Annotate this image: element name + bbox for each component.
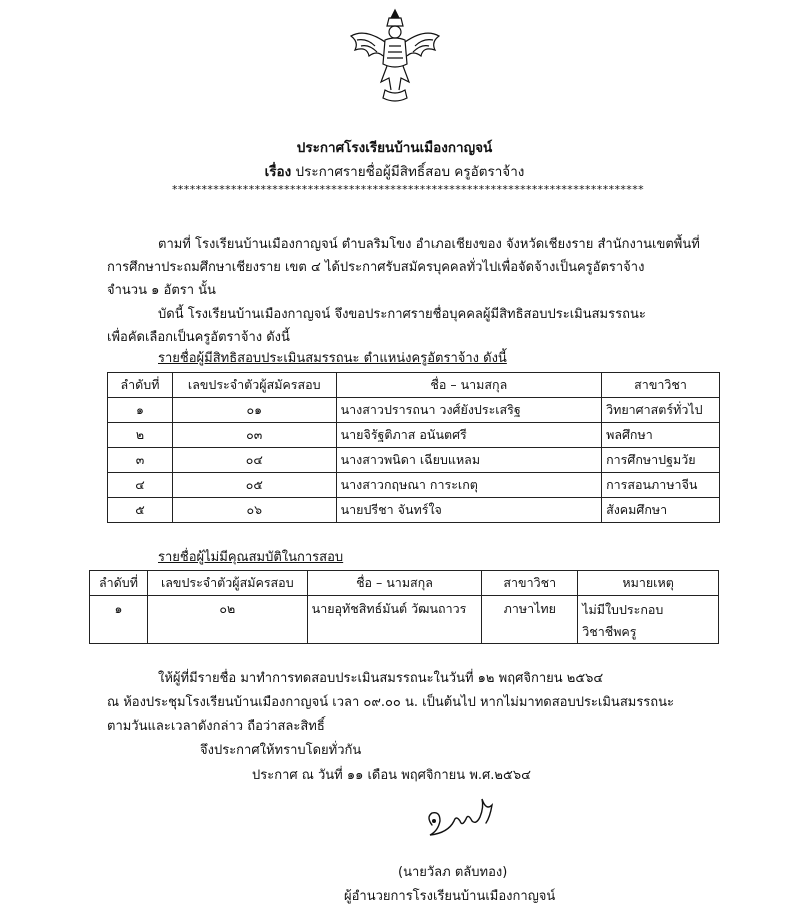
table-row [108, 448, 720, 473]
subject-text: ประกาศรายชื่อผู้มีสิทธิ์สอบ ครูอัตราจ้าง [295, 164, 525, 180]
col-order: ลำดับที่ [108, 373, 173, 398]
table-header-row [108, 373, 720, 398]
cell-applicant-id: ๐๓ [172, 423, 336, 448]
signatory-position: ผู้อำนวยการโรงเรียนบ้านเมืองกาญจน์ [344, 889, 556, 904]
cell-applicant-id: ๐๒ [147, 596, 307, 644]
signature-mark [420, 795, 510, 845]
remark-line-1: ไม่มีใบประกอบ [582, 602, 664, 617]
announcement-date: ประกาศ ณ วันที่ ๑๑ เดือน พฤศจิกายน พ.ศ.๒๕๖๔ [252, 768, 531, 783]
paragraph-1-line-1: ตามที่ โรงเรียนบ้านเมืองกาญจน์ ตำบลริมโขง อำเภอเชียงของ จังหวัดเชียงราย สำนักงานเขตพื้นที่ [158, 237, 700, 252]
closing-line-1: ให้ผู้ที่มีรายชื่อ มาทำการทดสอบประเมินสมรรถนะในวันที่ ๑๒ พฤศจิกายน ๒๕๖๔ [158, 671, 604, 686]
table-row [108, 398, 720, 423]
cell-major: ภาษาไทย [482, 596, 578, 644]
cell-applicant-id: ๐๔ [172, 448, 336, 473]
table-row [90, 596, 719, 644]
cell-applicant-id: ๐๖ [172, 498, 336, 523]
ineligible-heading: รายชื่อผู้ไม่มีคุณสมบัติในการสอบ [158, 550, 344, 565]
signatory-name: (นายวัลภ ตลับทอง) [398, 865, 508, 880]
paragraph-1-line-3: จำนวน ๑ อัตรา นั้น [107, 283, 216, 298]
cell-name: นางสาวพนิดา เฉียบแหลม [336, 448, 601, 473]
col-name: ชื่อ – นามสกุล [307, 571, 482, 596]
table-row [108, 498, 720, 523]
table-row [108, 423, 720, 448]
table-header-row [90, 571, 719, 596]
cell-major: พลศึกษา [602, 423, 720, 448]
cell-name: นางสาวปรารถนา วงศ์ยังประเสริฐ [336, 398, 601, 423]
cell-order: ๓ [108, 448, 173, 473]
garuda-emblem [345, 6, 445, 106]
col-applicant-id: เลขประจำตัวผู้สมัครสอบ [172, 373, 336, 398]
cell-order: ๕ [108, 498, 173, 523]
separator-line: ******************************************************************************** [172, 183, 644, 196]
eligible-heading: รายชื่อผู้มีสิทธิสอบประเมินสมรรถนะ ตำแหน่งครูอัตราจ้าง ดังนี้ [158, 351, 507, 366]
cell-applicant-id: ๐๑ [172, 398, 336, 423]
col-major: สาขาวิชา [482, 571, 578, 596]
cell-order: ๔ [108, 473, 173, 498]
closing-line-4: จึงประกาศให้ทราบโดยทั่วกัน [200, 743, 362, 758]
closing-line-3: ตามวันและเวลาดังกล่าว ถือว่าสละสิทธิ์ [107, 719, 325, 734]
paragraph-1-line-2: การศึกษาประถมศึกษาเชียงราย เขต ๔ ได้ประกาศรับสมัครบุคคลทั่วไปเพื่อจัดจ้างเป็นครูอัตราจ้าง [107, 260, 645, 275]
cell-major: สังคมศึกษา [602, 498, 720, 523]
cell-name: นายอุทัชสิทธ์มันต์ วัฒนถาวร [307, 596, 482, 644]
cell-name: นายจิรัฐติภาส อนันตศรี [336, 423, 601, 448]
cell-name: นายปรีชา จันทร์ใจ [336, 498, 601, 523]
eligible-table [107, 372, 720, 523]
col-major: สาขาวิชา [602, 373, 720, 398]
col-remark: หมายเหตุ [578, 571, 719, 596]
table-row [108, 473, 720, 498]
cell-order: ๒ [108, 423, 173, 448]
cell-major: วิทยาศาสตร์ทั่วไป [602, 398, 720, 423]
paragraph-2-line-1: บัดนี้ โรงเรียนบ้านเมืองกาญจน์ จึงขอประกาศรายชื่อบุคคลผู้มีสิทธิสอบประเมินสมรรถนะ [158, 307, 646, 322]
col-order: ลำดับที่ [90, 571, 148, 596]
col-applicant-id: เลขประจำตัวผู้สมัครสอบ [147, 571, 307, 596]
remark-line-2: วิชาชีพครู [582, 624, 637, 639]
announcement-subject [0, 160, 789, 182]
cell-major: การศึกษาปฐมวัย [602, 448, 720, 473]
cell-remark [578, 596, 719, 644]
cell-name: นางสาวกฤษณา การะเกตุ [336, 473, 601, 498]
ineligible-table [89, 570, 719, 644]
cell-order: ๑ [108, 398, 173, 423]
paragraph-2-line-2: เพื่อคัดเลือกเป็นครูอัตราจ้าง ดังนี้ [107, 330, 290, 345]
closing-line-2: ณ ห้องประชุมโรงเรียนบ้านเมืองกาญจน์ เวลา ๐๙.๐๐ น. เป็นต้นไป หากไม่มาทดสอบประเมินสมรรถนะ [107, 695, 675, 710]
cell-applicant-id: ๐๕ [172, 473, 336, 498]
col-name: ชื่อ – นามสกุล [336, 373, 601, 398]
cell-major: การสอนภาษาจีน [602, 473, 720, 498]
cell-order: ๑ [90, 596, 148, 644]
announcement-title: ประกาศโรงเรียนบ้านเมืองกาญจน์ [296, 140, 493, 156]
subject-label: เรื่อง [264, 164, 292, 180]
